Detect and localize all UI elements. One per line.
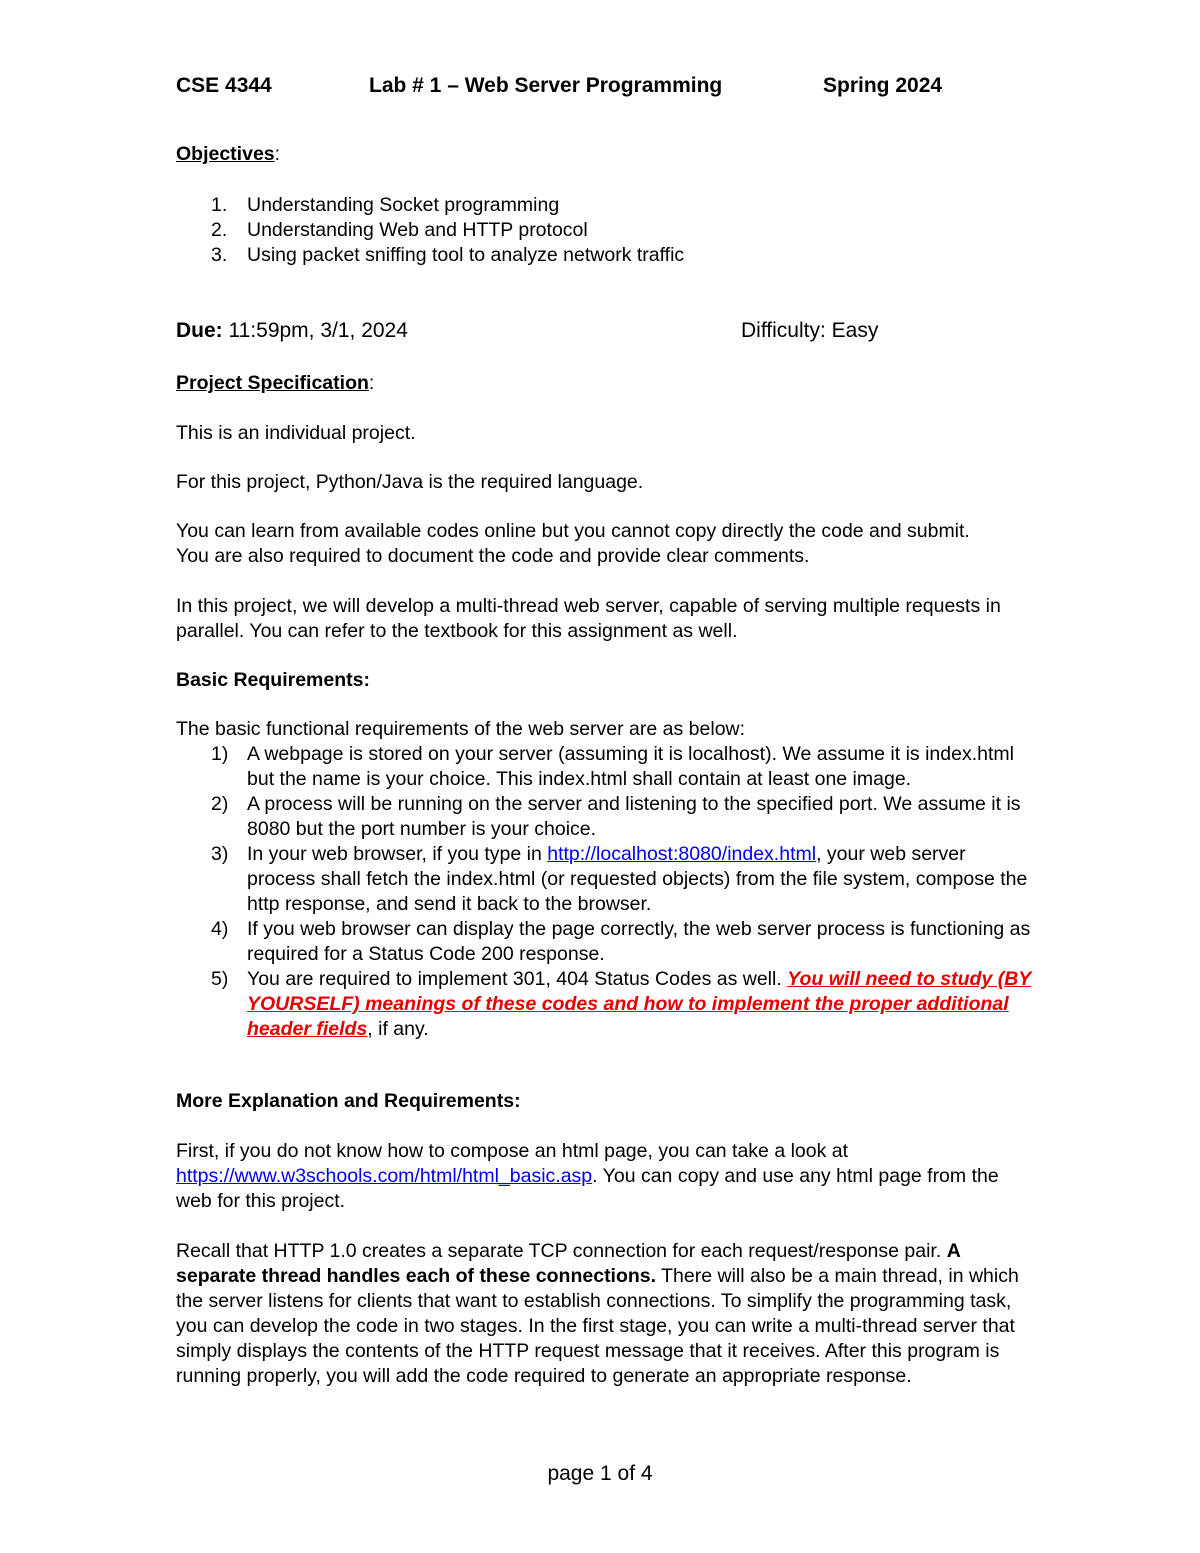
paragraph-text: . You can copy and use any html page from the web for this project. — [176, 1165, 999, 1212]
list-item: 3. Using packet sniffing tool to analyze network traffic — [211, 244, 685, 266]
emphasis-note: You will need to study (BY YOURSELF) meanings of these codes and how to implement the proper additional header fields — [247, 968, 1032, 1040]
due-line — [176, 317, 408, 345]
spec-p1: This is an individual project. — [176, 422, 416, 444]
list-number: 5) — [211, 968, 229, 990]
requirement-text: If you web browser can display the page correctly, the web server process is functioning as required for a Status Code 200 response. — [247, 918, 1031, 965]
objective-text: Using packet sniffing tool to analyze network traffic — [247, 244, 685, 266]
requirement-text: You are required to implement 301, 404 Status Codes as well. — [247, 968, 788, 990]
list-item — [176, 967, 1036, 1042]
spec-p2: For this project, Python/Java is the required language. — [176, 471, 644, 493]
objectives-heading — [176, 142, 1036, 167]
requirement-text: In your web browser, if you type in — [247, 843, 548, 865]
page-number: page 1 of 4 — [547, 1462, 653, 1485]
lab-title: Lab # 1 – Web Server Programming — [369, 74, 723, 97]
due-label: Due: — [176, 319, 223, 342]
objectives-list — [176, 193, 1036, 268]
basic-label: Basic Requirements — [176, 669, 364, 691]
objectives-label: Objectives — [176, 143, 275, 165]
course-code: CSE 4344 — [176, 74, 272, 97]
list-item — [176, 917, 1036, 967]
list-item — [176, 742, 1036, 792]
spec-p3: You can learn from available codes online but you cannot copy directly the code and submit. You are also required to document the code and provide clear comments. — [176, 520, 970, 567]
list-number: 4) — [211, 918, 229, 940]
due-value: 11:59pm, 3/1, 2024 — [222, 319, 408, 342]
bold-sentence: A separate thread handles each of these connections. — [176, 1240, 961, 1287]
requirement-text: , if any. — [367, 1018, 429, 1040]
more-label: More Explanation and Requirements — [176, 1090, 515, 1112]
requirement-text: A webpage is stored on your server (assuming it is localhost). We assume it is index.html but the name is your choice. This index.html shall contain at least one image. — [247, 743, 1014, 790]
spec-label: Project Specification — [176, 372, 369, 394]
list-number: 3) — [211, 843, 229, 865]
list-item — [176, 842, 1036, 917]
term: Spring 2024 — [823, 74, 943, 97]
localhost-link[interactable]: http://localhost:8080/index.html — [547, 843, 817, 865]
objective-text: Understanding Socket programming — [247, 194, 560, 216]
paragraph-text: First, if you do not know how to compose an html page, you can take a look at — [176, 1140, 849, 1162]
spec-colon: : — [368, 372, 375, 394]
basic-colon: : — [363, 669, 370, 691]
w3schools-link[interactable]: https://www.w3schools.com/html/html_basic.asp — [176, 1165, 593, 1187]
list-item: 1. Understanding Socket programming — [211, 194, 560, 216]
list-number: 2) — [211, 793, 229, 815]
list-number: 1) — [211, 743, 229, 765]
basic-intro: The basic functional requirements of the web server are as below: — [176, 718, 746, 740]
list-item — [176, 792, 1036, 842]
difficulty: Difficulty: Easy — [741, 319, 879, 342]
more-p1 — [176, 1139, 1016, 1214]
spec-p4: In this project, we will develop a multi-thread web server, capable of serving multiple requests in parallel. You can refer to the textbook for this assignment as well. — [176, 595, 1001, 642]
basic-requirements-list — [176, 742, 1036, 1042]
objective-text: Understanding Web and HTTP protocol — [247, 219, 588, 241]
objectives-colon: : — [274, 143, 281, 165]
paragraph-text: There will also be a main thread, in which the server listens for clients that want to establish connections. To simplify the programming task, you can develop the code in two stages. In the first stage, you can write a multi-thread server that simply displays the contents of the HTTP request message that it receives. After this program is running properly, you will add the code required to generate an appropriate response. — [176, 1265, 1019, 1387]
basic-heading — [176, 668, 1036, 693]
paragraph-text: Recall that HTTP 1.0 creates a separate TCP connection for each request/response pair. — [176, 1240, 947, 1262]
more-heading — [176, 1089, 1036, 1114]
more-p2 — [176, 1239, 1026, 1389]
requirement-text: , your web server process shall fetch the index.html (or requested objects) from the file system, compose the http response, and send it back to the browser. — [247, 843, 1028, 915]
requirement-text: A process will be running on the server and listening to the specified port. We assume it is 8080 but the port number is your choice. — [247, 793, 1021, 840]
spec-heading — [176, 371, 1036, 396]
list-item: 2. Understanding Web and HTTP protocol — [211, 219, 588, 241]
more-colon: : — [514, 1090, 521, 1112]
